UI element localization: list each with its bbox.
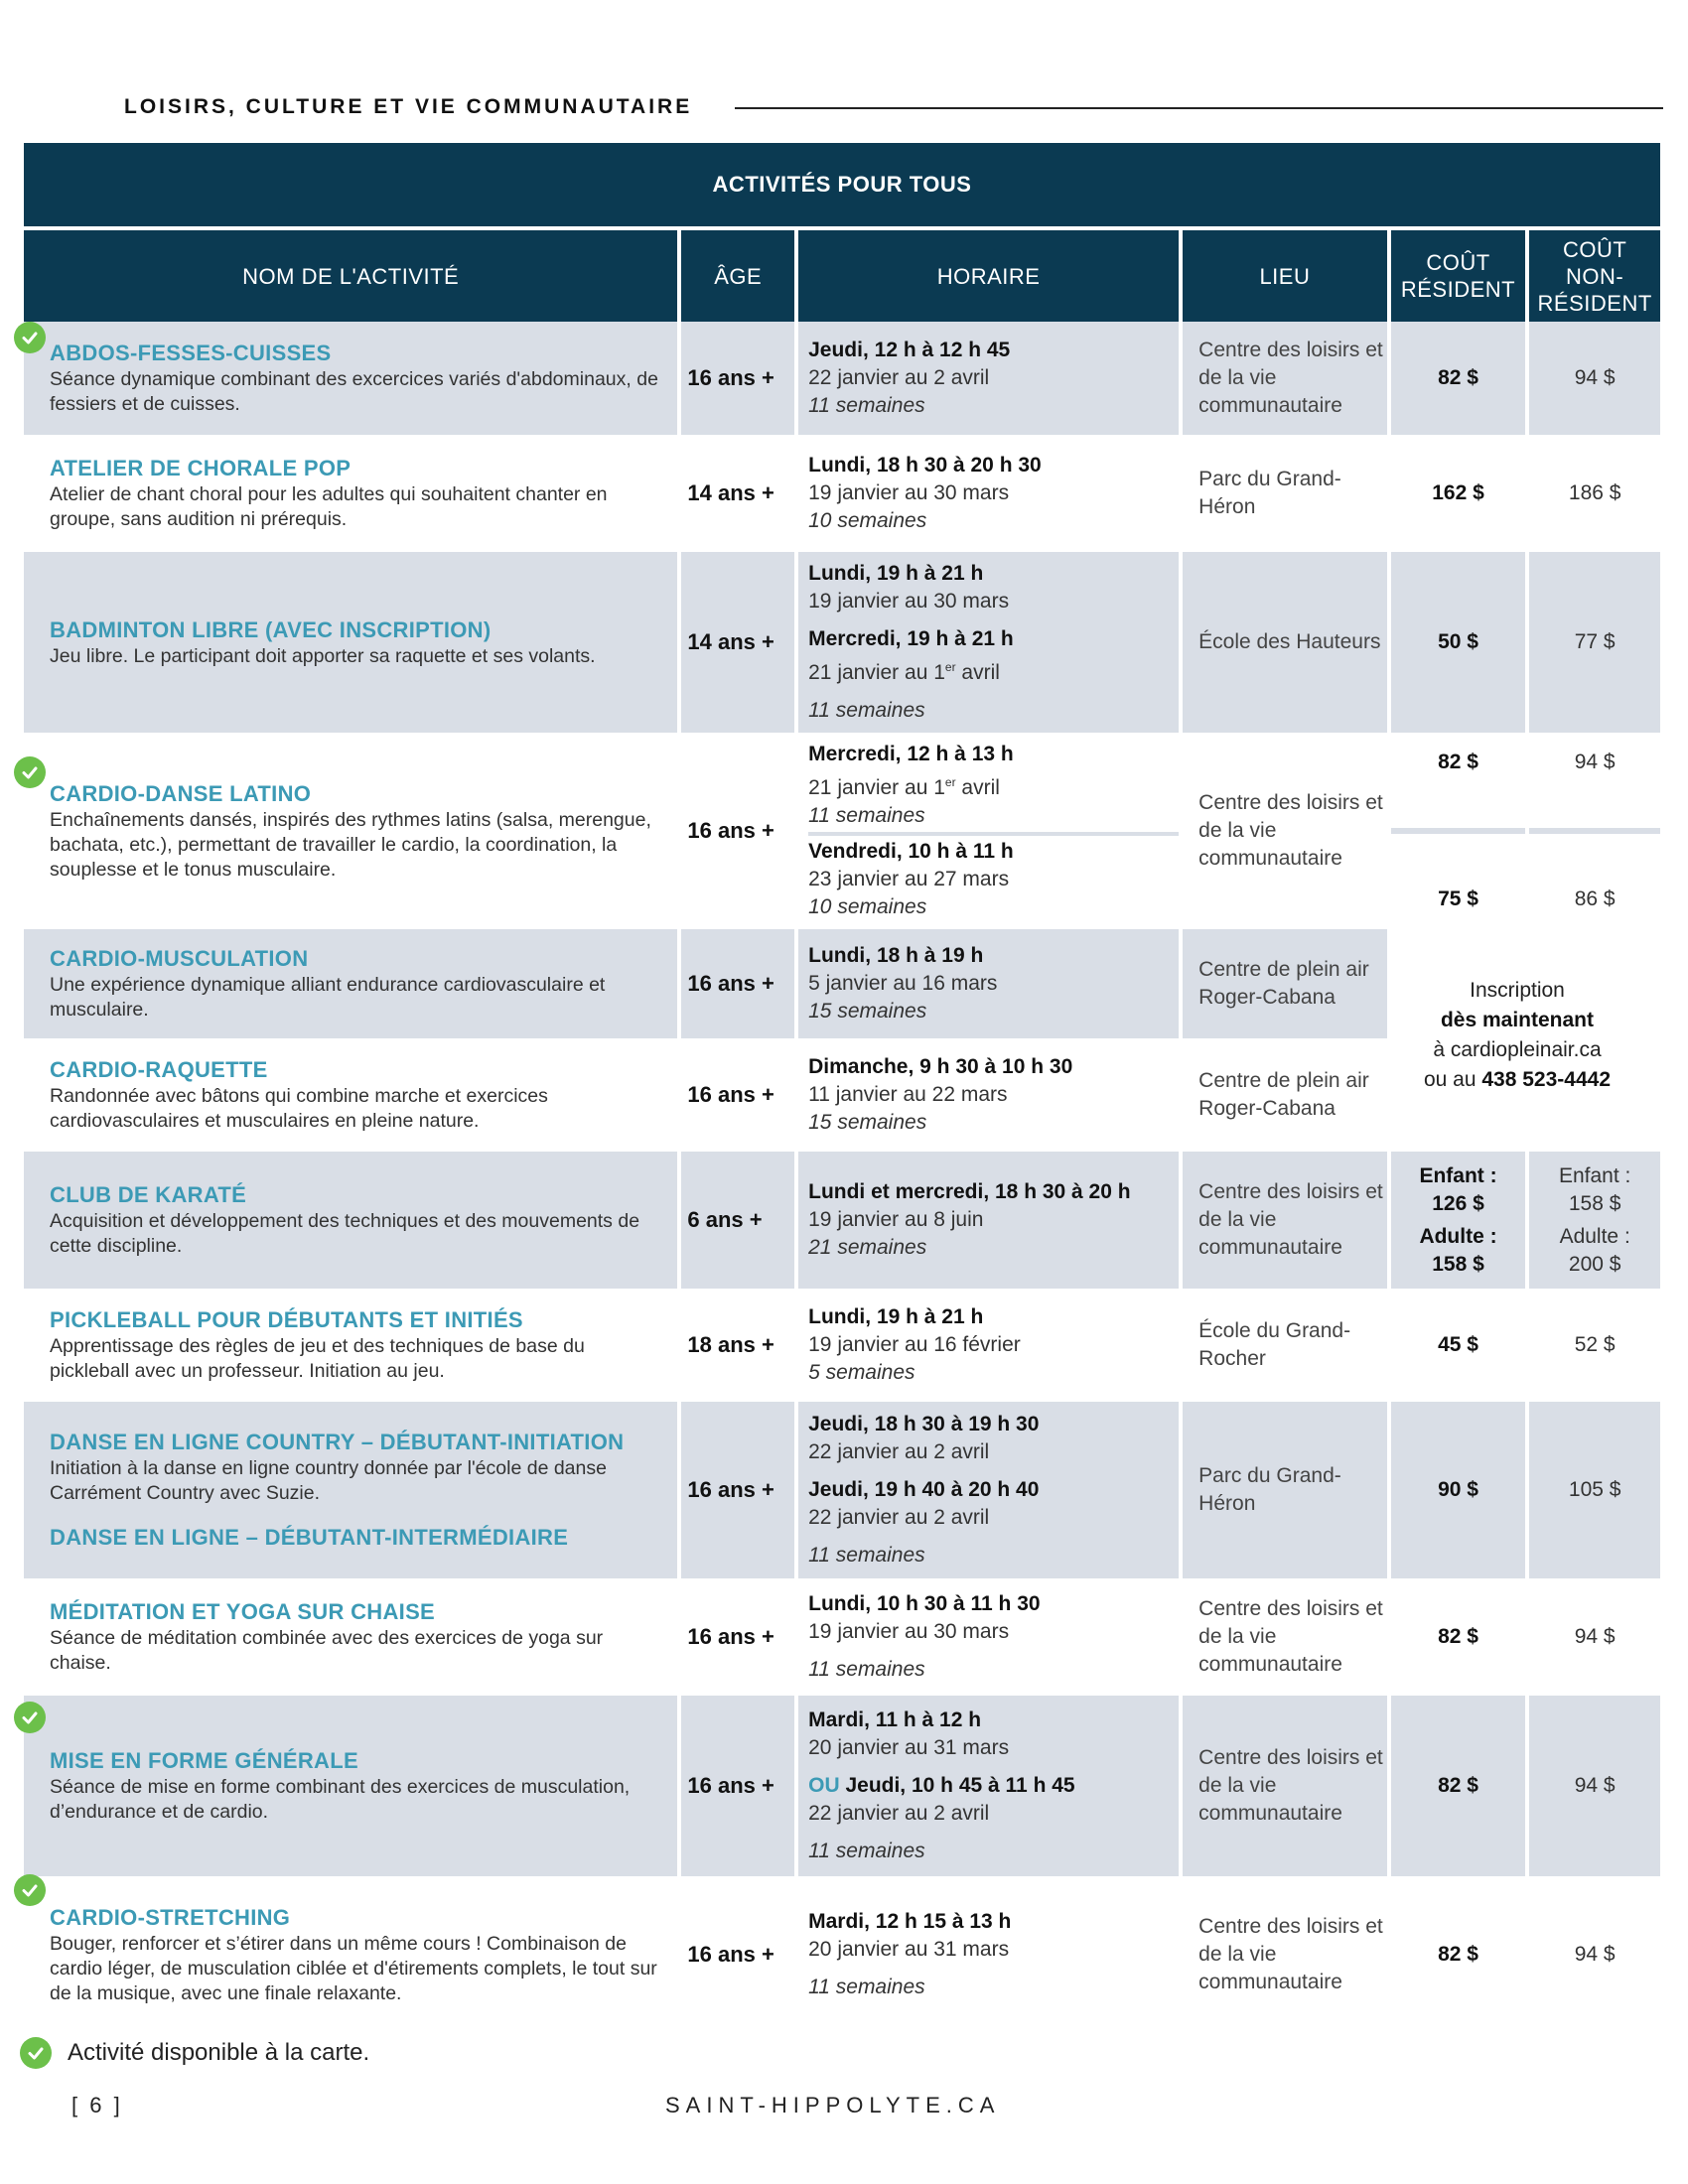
table-row bbox=[24, 552, 1660, 733]
location-cell: Centre des loisirs et de la vie communautaire bbox=[1183, 1152, 1387, 1289]
age-cell: 16 ans + bbox=[687, 1942, 774, 1967]
age-cell: 18 ans + bbox=[687, 1332, 774, 1357]
price-resident: 82 $ bbox=[1391, 322, 1526, 435]
schedule-day: Dimanche, 9 h 30 à 10 h 30 bbox=[808, 1055, 1073, 1078]
activity-cell bbox=[24, 737, 677, 925]
price-resident bbox=[1391, 737, 1526, 925]
price-resident: 82 $ bbox=[1438, 1943, 1478, 1966]
activity-title: MÉDITATION ET YOGA SUR CHAISE bbox=[50, 1599, 436, 1624]
schedule-day: Mardi, 12 h 15 à 13 h bbox=[808, 1910, 1012, 1933]
activity-title: MISE EN FORME GÉNÉRALE bbox=[50, 1748, 358, 1773]
schedule-day: Jeudi, 12 h à 12 h 45 bbox=[808, 339, 1011, 361]
inscription-note bbox=[1378, 925, 1656, 1146]
schedule-weeks: 11 semaines bbox=[808, 699, 925, 722]
footer-site[interactable]: SAINT-HIPPOLYTE.CA bbox=[665, 2093, 1001, 2117]
schedule-dates: 20 janvier au 31 mars bbox=[808, 1736, 1010, 1759]
schedule-dates: 21 janvier au 1er avril bbox=[808, 660, 1000, 684]
location-cell: Parc du Grand-Héron bbox=[1183, 1402, 1387, 1578]
page-number: [ 6 ] bbox=[71, 2093, 123, 2117]
schedule-weeks: 11 semaines bbox=[808, 1976, 925, 1998]
schedule-cell bbox=[798, 439, 1179, 548]
activity-title: CLUB DE KARATÉ bbox=[50, 1182, 247, 1207]
col-header-cout-non-l1: COÛT bbox=[1563, 236, 1627, 262]
col-header-name: NOM DE L'ACTIVITÉ bbox=[24, 230, 677, 322]
age-cell: 16 ans + bbox=[681, 322, 794, 435]
price-value: 75 $ bbox=[1438, 887, 1478, 910]
activity-cell bbox=[24, 439, 677, 548]
location-cell: Centre des loisirs et de la vie communautaire bbox=[1183, 322, 1387, 435]
price-value: 126 $ bbox=[1432, 1191, 1484, 1215]
activity-cell bbox=[24, 929, 677, 1038]
schedule-cell bbox=[798, 1582, 1179, 1692]
price-non-resident: 52 $ bbox=[1574, 1333, 1616, 1356]
schedule-dates: 22 janvier au 2 avril bbox=[808, 1506, 990, 1529]
schedule-cell bbox=[798, 1880, 1179, 2029]
activity-cell bbox=[24, 1696, 677, 1876]
activity-title: CARDIO-RAQUETTE bbox=[50, 1057, 268, 1082]
location-cell: Centre des loisirs et de la vie communautaire bbox=[1198, 1915, 1383, 1993]
location-cell: Centre de plein air Roger-Cabana bbox=[1183, 929, 1387, 1038]
legend bbox=[20, 2037, 369, 2069]
activity-description: Bouger, renforcer et s’étirer dans un même cours ! Combinaison de cardio léger, de musculation ciblée et d'étirements complets, le tout sur de la musique, avec une finale relaxante. bbox=[50, 1932, 657, 2004]
price-non-resident: 94 $ bbox=[1574, 1625, 1616, 1648]
activity-title: ABDOS-FESSES-CUISSES bbox=[50, 341, 332, 365]
schedule-day: OU Jeudi, 10 h 45 à 11 h 45 bbox=[808, 1774, 1075, 1797]
location-cell: École du Grand-Rocher bbox=[1198, 1319, 1351, 1370]
col-header-horaire: HORAIRE bbox=[798, 230, 1179, 322]
schedule-dates: 23 janvier au 27 mars bbox=[808, 868, 1010, 890]
schedule-weeks: 11 semaines bbox=[808, 1658, 925, 1681]
age-cell: 6 ans + bbox=[681, 1152, 794, 1289]
schedule-dates: 22 janvier au 2 avril bbox=[808, 1802, 990, 1825]
row-divider bbox=[808, 832, 1179, 836]
check-circle-icon bbox=[14, 1874, 46, 1906]
col-header-cout-resident-l1: COÛT bbox=[1426, 250, 1490, 275]
activity-description: Séance de méditation combinée avec des exercices de yoga sur chaise. bbox=[50, 1627, 604, 1674]
schedule-dates: 22 janvier au 2 avril bbox=[808, 366, 990, 389]
activity-description: Jeu libre. Le participant doit apporter sa raquette et ses volants. bbox=[50, 644, 596, 667]
schedule-cell bbox=[798, 322, 1179, 435]
schedule-cell bbox=[798, 552, 1179, 733]
schedule-cell bbox=[798, 929, 1179, 1038]
activity-title: ATELIER DE CHORALE POP bbox=[50, 456, 352, 480]
price-value: 82 $ bbox=[1438, 751, 1478, 773]
schedule-weeks: 21 semaines bbox=[808, 1236, 927, 1259]
schedule-day: Lundi, 19 h à 21 h bbox=[808, 1305, 984, 1328]
age-cell: 14 ans + bbox=[687, 480, 774, 505]
price-non-resident bbox=[1529, 737, 1660, 925]
activity-description: Randonnée avec bâtons qui combine marche et exercices cardiovasculaires et musculaires en pleine nature. bbox=[50, 1085, 548, 1132]
activity-title: CARDIO-MUSCULATION bbox=[50, 946, 309, 971]
age-cell: 16 ans + bbox=[687, 1624, 774, 1649]
activity-cell bbox=[24, 1152, 677, 1289]
price-resident: 82 $ bbox=[1391, 1696, 1526, 1876]
schedule-day: Jeudi, 18 h 30 à 19 h 30 bbox=[808, 1413, 1040, 1435]
activity-title: CARDIO-DANSE LATINO bbox=[50, 780, 312, 806]
col-header-cout-non-resident bbox=[1529, 230, 1660, 322]
price-non-resident: 105 $ bbox=[1529, 1402, 1660, 1578]
schedule-weeks: 5 semaines bbox=[808, 1361, 915, 1384]
schedule-weeks: 11 semaines bbox=[808, 1544, 925, 1567]
price-label: Adulte : bbox=[1559, 1224, 1630, 1248]
schedule-day: Lundi et mercredi, 18 h 30 à 20 h bbox=[808, 1180, 1131, 1203]
location-cell: Centre des loisirs et de la vie communautaire bbox=[1198, 1597, 1383, 1676]
location-cell: Parc du Grand-Héron bbox=[1198, 468, 1341, 518]
age-cell: 16 ans + bbox=[687, 818, 774, 843]
schedule-dates: 19 janvier au 30 mars bbox=[808, 481, 1010, 504]
inscription-line: Inscription bbox=[1470, 979, 1565, 1002]
col-header-lieu: LIEU bbox=[1183, 230, 1387, 322]
inscription-phone[interactable]: 438 523-4442 bbox=[1481, 1068, 1611, 1091]
activity-cell bbox=[24, 322, 677, 435]
schedule-day: Lundi, 18 h à 19 h bbox=[808, 944, 984, 967]
schedule-dates: 19 janvier au 8 juin bbox=[808, 1208, 984, 1231]
col-header-cout-resident bbox=[1391, 230, 1526, 322]
schedule-day: Mardi, 11 h à 12 h bbox=[808, 1708, 982, 1731]
schedule-weeks: 11 semaines bbox=[808, 804, 925, 827]
schedule-dates: 19 janvier au 16 février bbox=[808, 1333, 1021, 1356]
activity-title: PICKLEBALL POUR DÉBUTANTS ET INITIÉS bbox=[50, 1307, 523, 1332]
age-cell: 16 ans + bbox=[681, 929, 794, 1038]
table-row bbox=[24, 737, 1660, 925]
activity-cell bbox=[24, 1582, 677, 1692]
col-header-cout-non-l3: RÉSIDENT bbox=[1537, 290, 1652, 316]
schedule-dates: 19 janvier au 30 mars bbox=[808, 1620, 1010, 1643]
activity-cell bbox=[24, 552, 677, 733]
row-divider bbox=[1529, 828, 1660, 834]
activity-title: DANSE EN LIGNE COUNTRY – DÉBUTANT-INITIATION bbox=[50, 1430, 625, 1454]
section-title: LOISIRS, CULTURE ET VIE COMMUNAUTAIRE bbox=[124, 95, 693, 118]
price-value: 94 $ bbox=[1574, 751, 1616, 773]
price-resident: 50 $ bbox=[1391, 552, 1526, 733]
inscription-link[interactable]: à cardiopleinair.ca bbox=[1433, 1038, 1602, 1061]
schedule-day: Vendredi, 10 h à 11 h bbox=[808, 840, 1014, 863]
schedule-dates: 20 janvier au 31 mars bbox=[808, 1938, 1010, 1961]
table-row bbox=[24, 439, 1660, 548]
schedule-day: Lundi, 18 h 30 à 20 h 30 bbox=[808, 454, 1042, 477]
table-header bbox=[24, 230, 1660, 322]
inscription-phone-line: ou au 438 523-4442 bbox=[1423, 1068, 1611, 1091]
activity-title: CARDIO-STRETCHING bbox=[50, 1904, 291, 1930]
price-resident: 90 $ bbox=[1391, 1402, 1526, 1578]
schedule-cell bbox=[798, 1696, 1179, 1876]
activity-description: Initiation à la danse en ligne country donnée par l'école de danse Carrément Country avec Suzie. bbox=[50, 1457, 607, 1504]
check-circle-icon bbox=[14, 322, 46, 353]
schedule-dates: 21 janvier au 1er avril bbox=[808, 775, 1000, 799]
age-cell: 14 ans + bbox=[681, 552, 794, 733]
table-row bbox=[24, 1152, 1660, 1289]
activity-title: DANSE EN LIGNE – DÉBUTANT-INTERMÉDIAIRE bbox=[50, 1525, 569, 1550]
activity-description: Apprentissage des règles de jeu et des techniques de base du pickleball avec un professeur. Initiation au jeu. bbox=[50, 1335, 585, 1382]
schedule-weeks: 11 semaines bbox=[808, 394, 925, 417]
table-row bbox=[24, 1293, 1660, 1398]
age-cell: 16 ans + bbox=[681, 1402, 794, 1578]
activity-description: Séance dynamique combinant des excercices variés d'abdominaux, de fessiers et de cuisses. bbox=[50, 368, 658, 415]
activity-title: BADMINTON LIBRE (AVEC INSCRIPTION) bbox=[50, 616, 492, 642]
price-value: 158 $ bbox=[1568, 1191, 1621, 1215]
price-resident: 45 $ bbox=[1438, 1333, 1478, 1356]
price-resident bbox=[1391, 1152, 1526, 1289]
age-cell: 16 ans + bbox=[681, 1696, 794, 1876]
schedule-cell bbox=[798, 1293, 1179, 1398]
price-label: Enfant : bbox=[1558, 1163, 1631, 1187]
activity-description: Acquisition et développement des techniques et des mouvements de cette discipline. bbox=[50, 1210, 640, 1257]
age-cell: 16 ans + bbox=[687, 1082, 774, 1107]
schedule-weeks: 10 semaines bbox=[808, 509, 927, 532]
table-row bbox=[24, 1696, 1660, 1876]
activity-description: Séance de mise en forme combinant des exercices de musculation, d’endurance et de cardio. bbox=[50, 1776, 631, 1823]
price-non-resident: 94 $ bbox=[1529, 322, 1660, 435]
schedule-weeks: 10 semaines bbox=[808, 895, 927, 918]
check-circle-icon bbox=[14, 756, 46, 788]
schedule-day: Mercredi, 19 h à 21 h bbox=[808, 627, 1014, 650]
schedule-dates: 22 janvier au 2 avril bbox=[808, 1440, 990, 1463]
check-circle-icon bbox=[20, 2037, 52, 2069]
location-cell: Centre des loisirs et de la vie communautaire bbox=[1198, 791, 1383, 870]
col-header-age: ÂGE bbox=[681, 230, 794, 322]
row-divider bbox=[1391, 828, 1526, 834]
table-row bbox=[24, 1402, 1660, 1578]
schedule-cell bbox=[798, 737, 1179, 925]
schedule-weeks: 11 semaines bbox=[808, 1840, 925, 1862]
price-resident: 162 $ bbox=[1432, 481, 1484, 504]
location-cell: Centre de plein air Roger-Cabana bbox=[1198, 1069, 1369, 1120]
schedule-day: Jeudi, 19 h 40 à 20 h 40 bbox=[808, 1478, 1040, 1501]
activity-description: Une expérience dynamique alliant endurance cardiovasculaire et musculaire. bbox=[50, 974, 606, 1021]
location-cell: École des Hauteurs bbox=[1183, 552, 1387, 733]
col-header-cout-resident-l2: RÉSIDENT bbox=[1400, 277, 1516, 302]
schedule-dates: 11 janvier au 22 mars bbox=[808, 1083, 1008, 1106]
price-non-resident: 77 $ bbox=[1529, 552, 1660, 733]
price-value: 200 $ bbox=[1568, 1252, 1621, 1276]
schedule-day: Lundi, 19 h à 21 h bbox=[808, 562, 984, 585]
price-non-resident: 94 $ bbox=[1574, 1943, 1616, 1966]
price-non-resident bbox=[1529, 1152, 1660, 1289]
price-value: 158 $ bbox=[1432, 1252, 1484, 1276]
price-label: Adulte : bbox=[1419, 1224, 1497, 1248]
check-circle-icon bbox=[14, 1702, 46, 1733]
activity-cell bbox=[24, 1880, 677, 2029]
schedule-weeks: 15 semaines bbox=[808, 1000, 927, 1023]
price-resident: 82 $ bbox=[1438, 1625, 1478, 1648]
schedule-dates: 5 janvier au 16 mars bbox=[808, 972, 998, 995]
price-non-resident: 186 $ bbox=[1568, 481, 1621, 504]
table-row bbox=[24, 322, 1660, 435]
table-row bbox=[24, 1582, 1660, 1692]
price-label: Enfant : bbox=[1419, 1163, 1497, 1187]
schedule-cell bbox=[798, 1042, 1179, 1148]
table-row bbox=[24, 1880, 1660, 2029]
schedule-cell bbox=[798, 1402, 1179, 1578]
activity-cell bbox=[24, 1402, 677, 1578]
inscription-line: dès maintenant bbox=[1440, 1009, 1595, 1031]
activity-cell bbox=[24, 1042, 677, 1148]
schedule-weeks: 15 semaines bbox=[808, 1111, 927, 1134]
legend-text: Activité disponible à la carte. bbox=[68, 2039, 370, 2066]
table-banner: ACTIVITÉS POUR TOUS bbox=[24, 143, 1660, 226]
location-cell: Centre des loisirs et de la vie communautaire bbox=[1183, 1696, 1387, 1876]
activity-description: Atelier de chant choral pour les adultes qui souhaitent chanter en groupe, sans audition ni prérequis. bbox=[50, 483, 608, 530]
activity-description: Enchaînements dansés, inspirés des rythmes latins (salsa, merengue, bachata, etc.), permettant de travailler le cardio, la coordination, la souplesse et le tonus musculaire. bbox=[50, 808, 651, 881]
schedule-cell bbox=[798, 1152, 1179, 1289]
schedule-day: Lundi, 10 h 30 à 11 h 30 bbox=[808, 1592, 1041, 1615]
price-non-resident: 94 $ bbox=[1529, 1696, 1660, 1876]
price-value: 86 $ bbox=[1574, 887, 1616, 910]
activity-cell bbox=[24, 1293, 677, 1398]
col-header-cout-non-l2: NON- bbox=[1566, 263, 1624, 289]
section-rule bbox=[735, 107, 1663, 109]
schedule-day: Mercredi, 12 h à 13 h bbox=[808, 743, 1014, 765]
schedule-dates: 19 janvier au 30 mars bbox=[808, 590, 1010, 613]
